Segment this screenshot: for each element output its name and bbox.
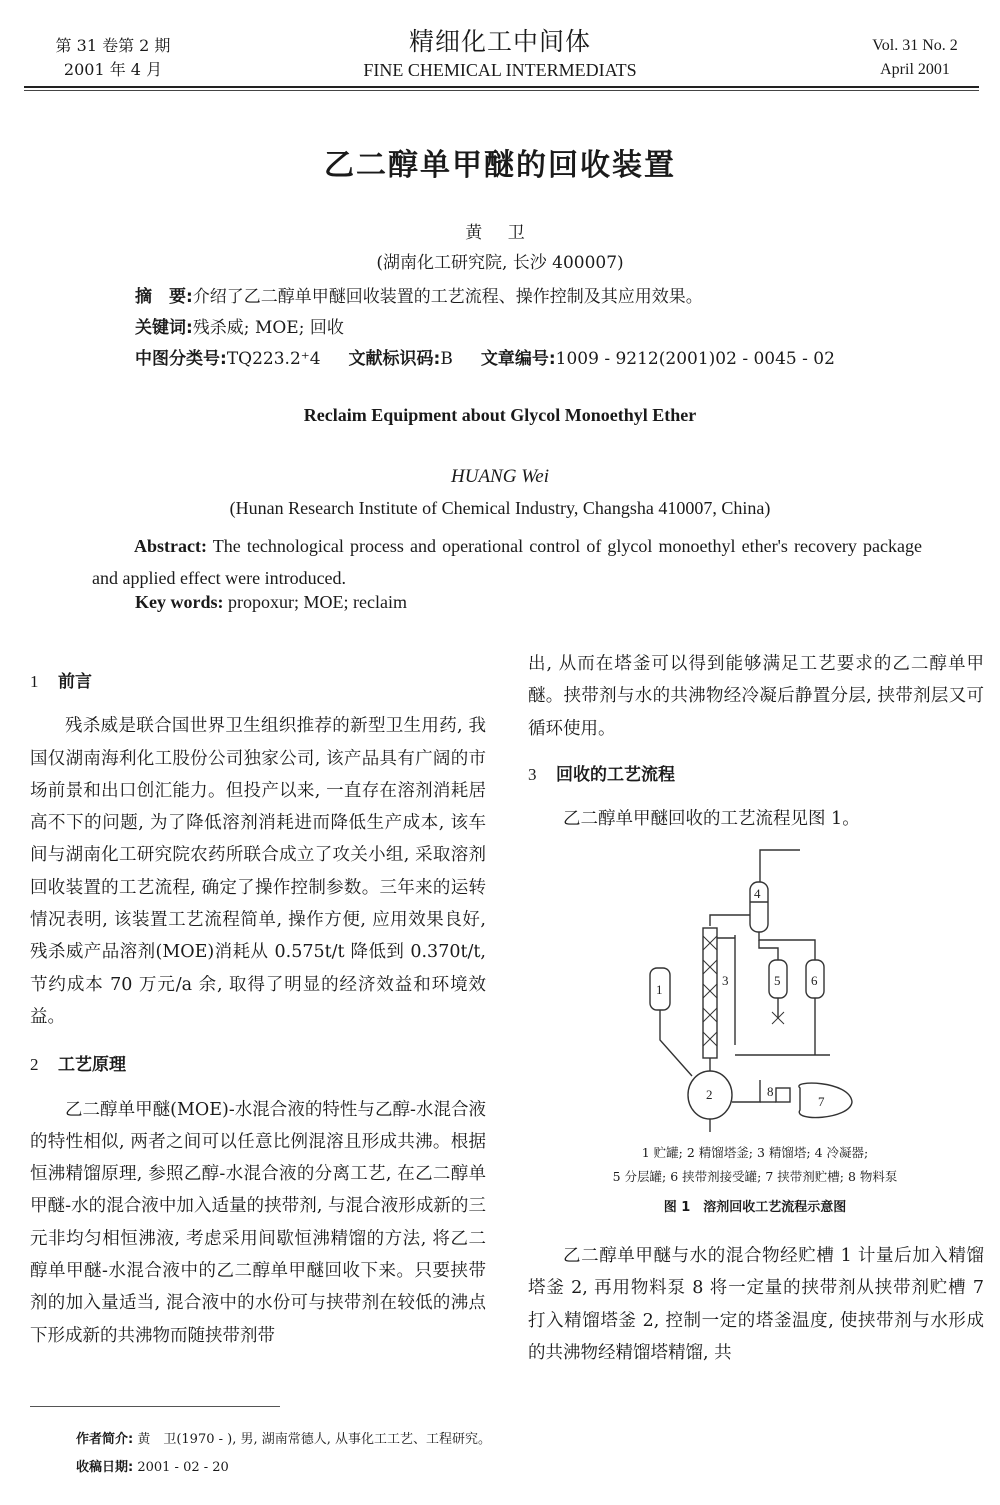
affiliation-en: (Hunan Research Institute of Chemical Industry, Changsha 410007, China): [229, 498, 771, 518]
condensate-line-6: [759, 932, 815, 960]
figure-legend-line-2: 5 分层罐; 6 挟带剂接受罐; 7 挟带剂贮槽; 8 物料泵: [612, 1169, 898, 1184]
affiliation-cn: (湖南化工研究院, 长沙 400007): [376, 253, 624, 273]
clc-label: 中图分类号:: [135, 349, 227, 369]
header-rule: [24, 86, 979, 88]
right-column: [528, 648, 984, 835]
header-issue-cn: [48, 34, 178, 82]
label-4: 4: [754, 886, 761, 901]
keywords-label-en: Key words:: [135, 592, 224, 612]
section-2-number: 2: [30, 1055, 39, 1075]
section-3-paragraph-1: 乙二醇单甲醚回收的工艺流程见图 1。: [563, 809, 860, 830]
abstract-text-en: The technological process and operational control of glycol monoethyl ether's recovery package and applied effect were introduced.: [92, 536, 922, 588]
footnote-rule: [30, 1406, 280, 1407]
author-en: HUANG Wei: [451, 466, 549, 487]
label-5: 5: [774, 973, 781, 988]
journal-name-en: FINE CHEMICAL INTERMEDIATS: [363, 60, 637, 80]
header-volume-cn: 第 31 卷第 2 期: [55, 36, 171, 55]
doc-code-label: 文献标识码:: [348, 349, 441, 369]
abstract-label-en: Abstract:: [134, 536, 207, 556]
right-column-bottom: [528, 1240, 984, 1369]
header-issue-en: [850, 34, 980, 82]
footnote-author: [76, 1428, 491, 1447]
header-date-en: April 2001: [880, 61, 950, 78]
keywords-label-cn: 关键词:: [135, 318, 193, 338]
keywords-cn: [135, 313, 344, 338]
pump-line: [732, 1080, 760, 1102]
label-3: 3: [722, 973, 729, 988]
process-flow-diagram: [600, 840, 900, 1140]
article-title-en: Reclaim Equipment about Glycol Monoethyl Ether: [303, 405, 697, 425]
footnote-author-label: 作者简介:: [76, 1432, 134, 1447]
label-7: 7: [818, 1094, 825, 1109]
classification-line: [135, 344, 835, 369]
header-rule-thin: [24, 90, 979, 91]
label-1: 1: [656, 982, 663, 997]
abstract-cn: [135, 282, 703, 307]
abstract-label-cn: 摘 要:: [135, 287, 193, 307]
column-3-packing: [703, 936, 717, 1046]
article-no-value: 1009 - 9212(2001)02 - 0045 - 02: [555, 349, 835, 369]
header-volume-en: Vol. 31 No. 2: [872, 37, 958, 54]
journal-name-cn: 精细化工中间体: [408, 27, 591, 56]
label-8: 8: [767, 1084, 774, 1099]
footnote-received-label: 收稿日期:: [76, 1460, 134, 1475]
article-no-label: 文章编号:: [480, 349, 556, 369]
article-title-cn: 乙二醇单甲醚的回收装置: [324, 148, 676, 183]
figure-title: 图 1 溶剂回收工艺流程示意图: [663, 1200, 847, 1215]
label-6: 6: [811, 973, 818, 988]
author-cn: 黄 卫: [465, 223, 535, 243]
header-date-cn: 2001 年 4 月: [63, 60, 163, 79]
feed-line-1: [660, 1025, 692, 1076]
section-1-number: 1: [30, 672, 39, 691]
section-2-title: 工艺原理: [58, 1055, 126, 1076]
header-journal: [320, 22, 680, 81]
section-2-heading: [30, 1049, 486, 1081]
section-3-paragraph-2: 乙二醇单甲醚与水的混合物经贮槽 1 计量后加入精馏塔釜 2, 再用物料泵 8 将一定量的挟带剂从挟带剂贮槽 7 打入精馏塔釜 2, 控制一定的塔釜温度, 使挟带剂与水形成的共沸物经精馏塔精馏, 共: [528, 1246, 984, 1363]
footnote-received: [76, 1456, 229, 1475]
section-1-title: 前言: [58, 672, 92, 692]
footnote-author-text: 黄 卫(1970 - ), 男, 湖南常德人, 从事化工工艺、工程研究。: [137, 1432, 492, 1447]
footnote-received-text: 2001 - 02 - 20: [137, 1460, 229, 1475]
keywords-en: [135, 592, 407, 613]
figure-legend-line-1: 1 贮罐; 2 精馏塔釜; 3 精馏塔; 4 冷凝器;: [641, 1145, 869, 1160]
vent-line: [760, 850, 800, 882]
section-3-heading: [528, 759, 984, 791]
section-1-paragraph: 残杀威是联合国世界卫生组织推荐的新型卫生用药, 我国仅湖南海利化工股份公司独家公司, 该产品具有广阔的市场前景和出口创汇能力。但投产以来, 一直存在溶剂消耗居高不下的问题, 为了降低溶剂消耗进而降低生产成本, 该车间与湖南化工研究院农药所联合成立了攻关小组, 采取溶剂回收装置的工艺流程, 确定了操作控制参数。三年来的运转情况表明, 该装置工艺流程简单, 操作方便, 应用效果良好, 残杀威产品溶剂(MOE)消耗从 0.575t/t 降低到 0.370t/t, 节约成本 70 万元/a 余, 取得了明显的经济效益和环境效益。: [30, 716, 486, 1027]
left-column: [30, 666, 486, 1352]
vapor-line: [710, 915, 750, 926]
right-continued-paragraph: 出, 从而在塔釜可以得到能够满足工艺要求的乙二醇单甲醚。挟带剂与水的共沸物经冷凝后静置分层, 挟带剂层又可循环使用。: [528, 654, 984, 739]
section-2-paragraph: 乙二醇单甲醚(MOE)-水混合液的特性与乙醇-水混合液的特性相似, 两者之间可以任意比例混溶且形成共沸。根据恒沸精馏原理, 参照乙醇-水混合液的分离工艺, 在乙二醇单甲醚-水的混合液中加入适量的挟带剂, 与混合液形成新的三元非均匀相恒沸液, 考虑采用间歇恒沸精馏的方法, 将乙二醇单甲醚-水混合液中的乙二醇单甲醚回收下来。只要挟带剂的加入量适当, 混合液中的水份可与挟带剂在较低的沸点下形成新的共沸物而随挟带剂带: [30, 1099, 486, 1346]
pump-8: [776, 1088, 790, 1102]
section-3-number: 3: [528, 764, 537, 784]
condensate-line-5: [759, 940, 778, 960]
entrainer-tank-7: [799, 1083, 852, 1117]
doc-code-value: B: [440, 349, 453, 369]
abstract-en: [92, 530, 922, 594]
clc-value: TQ223.2⁺4: [226, 349, 321, 369]
keywords-text-en: propoxur; MOE; reclaim: [228, 592, 407, 612]
section-3-title: 回收的工艺流程: [556, 764, 675, 785]
section-1-heading: [30, 666, 486, 698]
keywords-text-cn: 残杀威; MOE; 回收: [192, 318, 344, 338]
abstract-text-cn: 介绍了乙二醇单甲醚回收装置的工艺流程、操作控制及其应用效果。: [192, 287, 703, 307]
label-2: 2: [706, 1087, 713, 1102]
